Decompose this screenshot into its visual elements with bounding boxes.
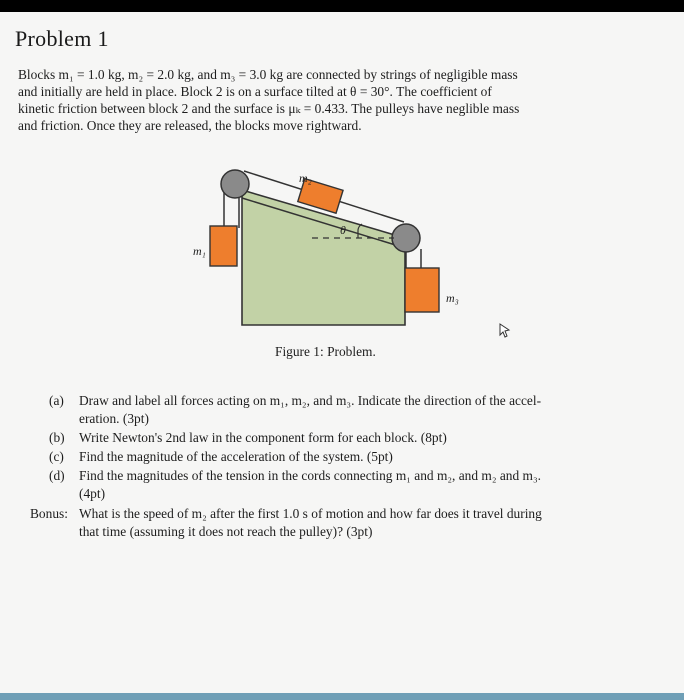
question-a-label: (a) xyxy=(49,393,64,408)
statement-line: and friction. Once they are released, the blocks move rightward. xyxy=(18,118,362,133)
pulley-right-icon xyxy=(392,224,420,252)
label-m3: m₃ xyxy=(446,291,459,305)
label-m2: m₂ xyxy=(299,171,312,185)
question-c-label: (c) xyxy=(49,449,64,464)
question-d-line-2: (4pt) xyxy=(79,486,106,501)
label-theta: θ xyxy=(340,223,346,237)
question-b-label: (b) xyxy=(49,430,65,445)
figure-caption: Figure 1: Problem. xyxy=(275,344,376,359)
statement-line: and initially are held in place. Block 2 is on a surface tilted at θ = 30°. The coefficient of xyxy=(18,84,492,99)
problem-title: Problem 1 xyxy=(15,26,109,51)
problem-sheet xyxy=(0,12,684,700)
block-m3 xyxy=(405,268,439,312)
question-bonus-label: Bonus: xyxy=(30,506,68,521)
incline-surface xyxy=(242,190,405,325)
question-a-line-1: Draw and label all forces acting on m₁, m₂, and m₃. Indicate the direction of the accel- xyxy=(79,393,542,408)
statement-line: kinetic friction between block 2 and the surface is μₖ = 0.433. The pulleys have neglible mass xyxy=(18,101,520,116)
question-b-line-1: Write Newton's 2nd law in the component form for each block. (8pt) xyxy=(79,430,447,445)
question-d-line-1: Find the magnitudes of the tension in the cords connecting m₁ and m₂, and m₂ and m₃. xyxy=(79,468,541,483)
question-bonus-line-1: What is the speed of m₂ after the first 1.0 s of motion and how far does it travel during xyxy=(79,506,542,521)
question-c-line-1: Find the magnitude of the acceleration of the system. (5pt) xyxy=(79,449,393,464)
question-d-label: (d) xyxy=(49,468,65,483)
bottom-edge-strip xyxy=(0,693,684,700)
statement-line: Blocks m₁ = 1.0 kg, m₂ = 2.0 kg, and m₃ = 3.0 kg are connected by strings of negligible mass xyxy=(18,67,518,82)
label-m1: m₁ xyxy=(193,244,206,258)
cursor-arrow-icon xyxy=(500,324,509,337)
block-m1 xyxy=(210,226,237,266)
question-bonus-line-2: that time (assuming it does not reach the pulley)? (3pt) xyxy=(79,524,373,539)
top-black-bar xyxy=(0,0,684,12)
pulley-left-icon xyxy=(221,170,249,198)
question-a-line-2: eration. (3pt) xyxy=(79,411,149,426)
